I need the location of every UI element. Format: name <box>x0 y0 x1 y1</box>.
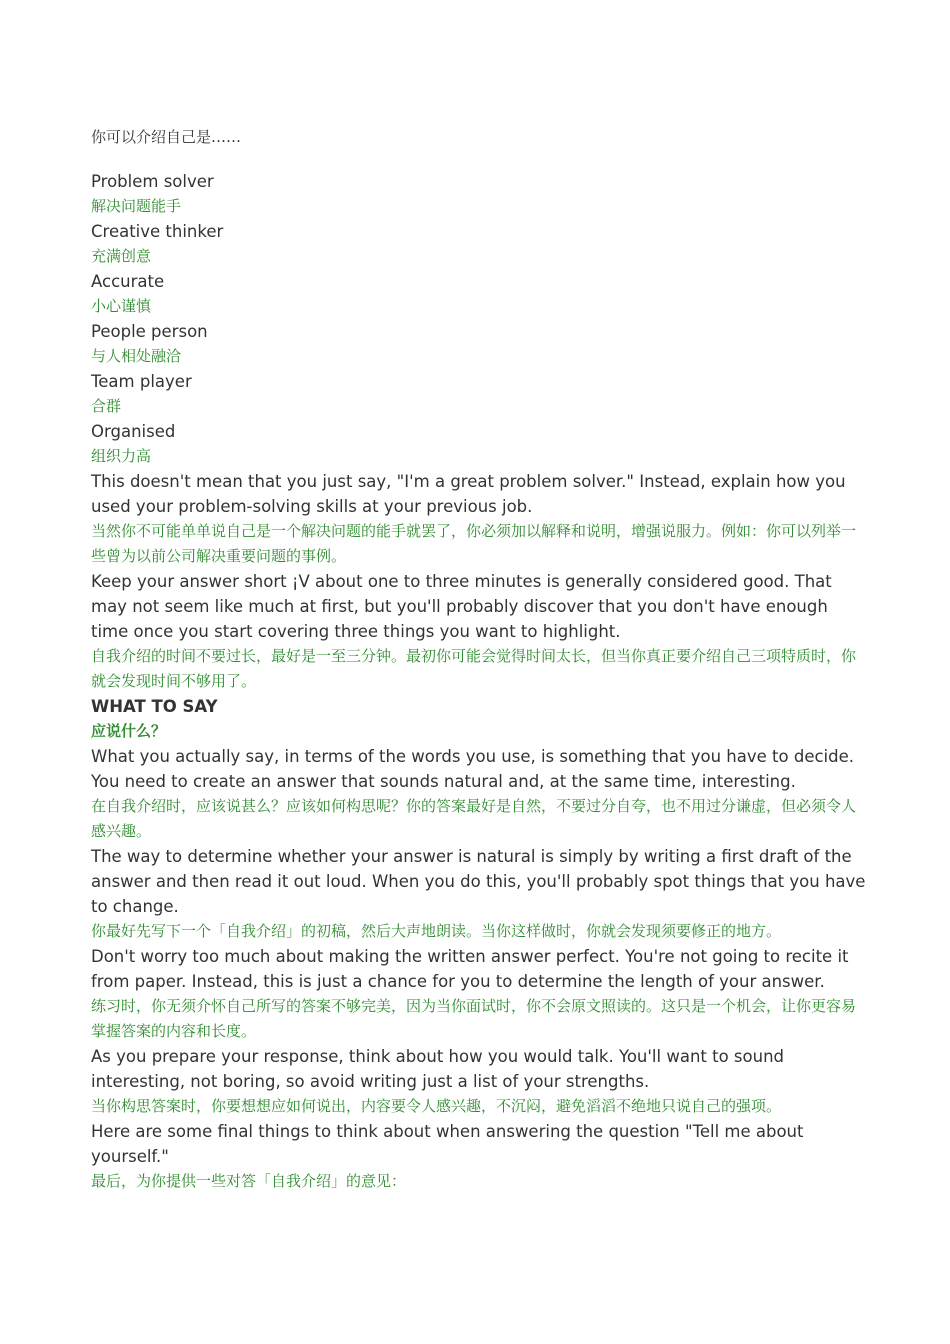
paragraph-zh: 自我介绍的时间不要过长，最好是一至三分钟。最初你可能会觉得时间太长，但当你真正要介绍自己三项特质时，你就会发现时间不够用了。 <box>91 647 857 690</box>
paragraph-zh: 在自我介绍时，应该说甚么？应该如何构思呢？你的答案最好是自然，不要过分自夸，也不用过分谦虚，但必须令人感兴趣。 <box>91 797 857 840</box>
trait-en: Team player <box>91 372 192 391</box>
trait-en: Creative thinker <box>91 222 224 241</box>
trait-en: People person <box>91 322 208 341</box>
trait-en: Organised <box>91 422 176 441</box>
paragraph-en: What you actually say, in terms of the words you use, is something that you have to decide. You need to create an answer that sounds natural and, at the same time, interesting. <box>91 747 854 791</box>
document-page <box>91 125 866 1194</box>
trait-zh: 充满创意 <box>91 247 152 265</box>
paragraph-zh: 最后，为你提供一些对答「自我介绍」的意见： <box>91 1172 407 1190</box>
trait-en: Accurate <box>91 272 165 291</box>
paragraph-en: Here are some final things to think about when answering the question "Tell me about yourself." <box>91 1122 804 1166</box>
trait-zh: 与人相处融洽 <box>91 347 182 365</box>
trait-zh: 小心谨慎 <box>91 297 152 315</box>
section-heading-zh: 应说什么？ <box>91 722 167 740</box>
paragraph-zh: 你最好先写下一个「自我介绍」的初稿，然后大声地朗读。当你这样做时，你就会发现须要修正的地方。 <box>91 922 782 940</box>
section-heading-en: WHAT TO SAY <box>91 697 218 716</box>
trait-zh: 合群 <box>91 397 122 415</box>
trait-zh: 组织力高 <box>91 447 152 465</box>
paragraph-zh: 当你构思答案时，你要想想应如何说出，内容要令人感兴趣，不沉闷，避免滔滔不绝地只说自己的强项。 <box>91 1097 782 1115</box>
paragraph-en: The way to determine whether your answer is natural is simply by writing a first draft of the answer and then read it out loud. When you do this, you'll probably spot things that you have to change. <box>91 847 866 916</box>
paragraph-en: This doesn't mean that you just say, "I'm a great problem solver." Instead, explain how you used your problem-solving skills at your previous job. <box>91 472 846 516</box>
paragraph-en: Don't worry too much about making the written answer perfect. You're not going to recite it from paper. Instead, this is just a chance for you to determine the length of your answer. <box>91 947 849 991</box>
traits-list <box>91 169 866 469</box>
paragraph-en: Keep your answer short ¡V about one to three minutes is generally considered good. That may not seem like much at first, but you'll probably discover that you don't have enough time once you start covering three things you want to highlight. <box>91 572 832 641</box>
trait-zh: 解决问题能手 <box>91 197 182 215</box>
paragraph-zh: 练习时，你无须介怀自己所写的答案不够完美，因为当你面试时，你不会原文照读的。这只是一个机会，让你更容易掌握答案的内容和长度。 <box>91 997 857 1040</box>
paragraph-zh: 当然你不可能单单说自己是一个解决问题的能手就罢了，你必须加以解释和说明，增强说服力。例如：你可以列举一些曾为以前公司解决重要问题的事例。 <box>91 522 857 565</box>
intro-text: 你可以介绍自己是…… <box>91 128 242 146</box>
paragraph-en: As you prepare your response, think about how you would talk. You'll want to sound interesting, not boring, so avoid writing just a list of your strengths. <box>91 1047 785 1091</box>
trait-en: Problem solver <box>91 172 214 191</box>
